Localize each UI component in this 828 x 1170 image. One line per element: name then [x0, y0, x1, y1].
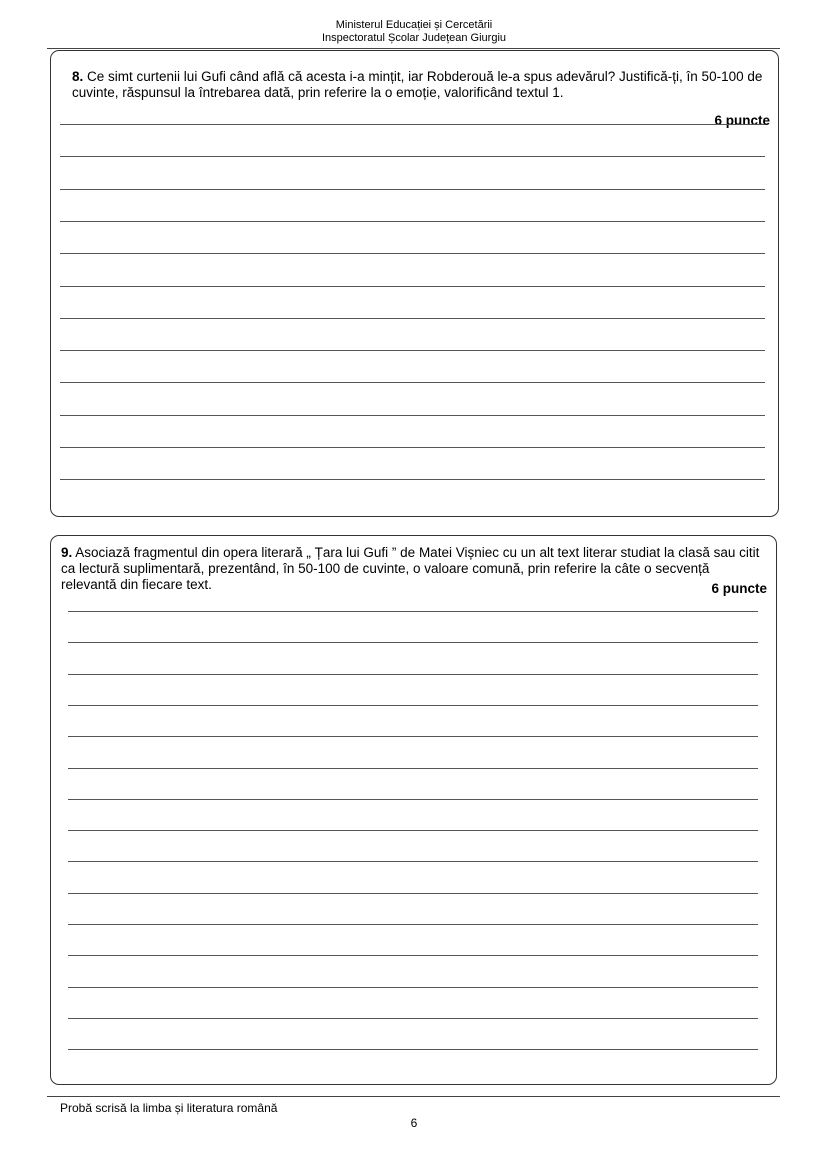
answer-line[interactable]	[68, 893, 758, 894]
answer-line[interactable]	[68, 611, 758, 612]
page-header	[0, 19, 828, 45]
answer-line[interactable]	[68, 674, 758, 675]
footer-exam-title: Probă scrisă la limba și literatura română	[60, 1101, 278, 1115]
header-ministry: Ministerul Educației și Cercetării	[335, 19, 493, 31]
answer-line[interactable]	[60, 479, 765, 480]
answer-line[interactable]	[68, 736, 758, 737]
answer-line[interactable]	[60, 447, 765, 448]
question-9-text: Asociază fragmentul din opera literară „ Țara lui Gufi ” de Matei Vișniec cu un alt text literar studiat la clasă sau citit ca lectură suplimentară, prezentând, în 50-100 de cuvinte, o valoare comună, prin referire la câte o secvență relevantă din fiecare text.	[61, 545, 760, 592]
header-inspectorate: Inspectoratul Școlar Județean Giurgiu	[321, 32, 507, 44]
answer-line[interactable]	[60, 189, 765, 190]
answer-line[interactable]	[68, 642, 758, 643]
answer-line[interactable]	[68, 799, 758, 800]
page-number: 6	[410, 1116, 418, 1130]
answer-line[interactable]	[68, 955, 758, 956]
answer-line[interactable]	[60, 286, 765, 287]
answer-line[interactable]	[60, 156, 765, 157]
question-9-box	[50, 535, 777, 1085]
question-9-number: 9.	[61, 545, 73, 560]
answer-line[interactable]	[60, 382, 765, 383]
answer-line[interactable]	[60, 415, 765, 416]
footer-divider	[47, 1096, 780, 1097]
question-9-prompt	[61, 545, 767, 593]
answer-line[interactable]	[68, 924, 758, 925]
answer-line[interactable]	[68, 861, 758, 862]
question-8-points: 6 puncte	[714, 113, 770, 128]
answer-line[interactable]	[68, 830, 758, 831]
question-8-number: 8.	[72, 69, 84, 84]
answer-line[interactable]	[68, 768, 758, 769]
question-8-text: Ce simt curtenii lui Gufi când află că acesta i-a mințit, iar Robderouă le-a spus adevărul? Justifică-ți, în 50-100 de cuvinte, răspunsul la întrebarea dată, prin referire la o emoție, valorificând textul 1.	[72, 69, 763, 100]
answer-line[interactable]	[68, 987, 758, 988]
question-8-prompt	[72, 69, 772, 101]
answer-line[interactable]	[68, 1018, 758, 1019]
answer-line[interactable]	[68, 1049, 758, 1050]
header-divider	[47, 48, 780, 49]
question-9-points: 6 puncte	[711, 581, 767, 596]
answer-line[interactable]	[60, 124, 765, 125]
answer-line[interactable]	[60, 350, 765, 351]
answer-line[interactable]	[60, 221, 765, 222]
answer-line[interactable]	[60, 318, 765, 319]
answer-line[interactable]	[60, 253, 765, 254]
answer-line[interactable]	[68, 705, 758, 706]
